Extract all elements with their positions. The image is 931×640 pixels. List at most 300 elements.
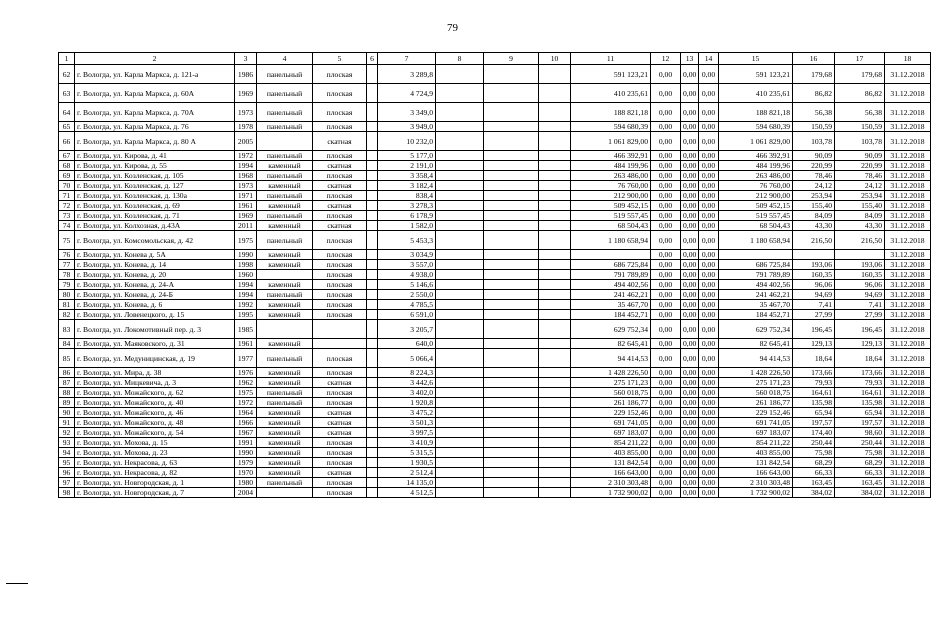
empty-cell bbox=[436, 65, 484, 84]
table-row bbox=[59, 201, 931, 211]
wall-material: панельный bbox=[257, 398, 313, 408]
cost-col-15: 591 123,21 bbox=[719, 65, 793, 84]
deadline-date: 31.12.2018 bbox=[885, 488, 931, 498]
empty-cell bbox=[484, 122, 539, 132]
cost-col-14: 0,00 bbox=[699, 408, 719, 418]
unit-cost: 384,02 bbox=[793, 488, 835, 498]
unit-cost: 103,78 bbox=[793, 132, 835, 151]
empty-cell bbox=[484, 488, 539, 498]
unit-cost-limit: 196,45 bbox=[835, 320, 885, 339]
address: г. Вологда, ул. Некрасова, д. 82 bbox=[75, 468, 235, 478]
total-area: 3 205,7 bbox=[378, 320, 436, 339]
total-cost: 275 171,23 bbox=[571, 378, 651, 388]
empty-cell bbox=[539, 368, 571, 378]
build-year: 2011 bbox=[235, 221, 257, 231]
deadline-date: 31.12.2018 bbox=[885, 290, 931, 300]
column-number: 2 bbox=[75, 53, 235, 65]
table-row bbox=[59, 250, 931, 260]
build-year: 1970 bbox=[235, 468, 257, 478]
deadline-date: 31.12.2018 bbox=[885, 408, 931, 418]
column-number: 5 bbox=[313, 53, 367, 65]
empty-cell bbox=[539, 290, 571, 300]
cost-col-12: 0,00 bbox=[651, 250, 681, 260]
table-row bbox=[59, 161, 931, 171]
column-number: 3 bbox=[235, 53, 257, 65]
empty-cell bbox=[367, 418, 378, 428]
empty-cell bbox=[436, 428, 484, 438]
cost-col-15 bbox=[719, 250, 793, 260]
empty-cell bbox=[539, 488, 571, 498]
page-number: 79 bbox=[447, 22, 458, 34]
total-area: 3 475,2 bbox=[378, 408, 436, 418]
total-cost: 188 821,18 bbox=[571, 103, 651, 122]
empty-cell bbox=[539, 201, 571, 211]
total-area: 3 034,9 bbox=[378, 250, 436, 260]
cost-col-13: 0,00 bbox=[681, 65, 699, 84]
build-year: 1966 bbox=[235, 418, 257, 428]
empty-cell bbox=[367, 438, 378, 448]
roof-type: плоская bbox=[313, 368, 367, 378]
total-area: 1 582,0 bbox=[378, 221, 436, 231]
wall-material bbox=[257, 270, 313, 280]
deadline-date: 31.12.2018 bbox=[885, 84, 931, 103]
cost-col-12: 0,00 bbox=[651, 339, 681, 349]
column-number: 12 bbox=[651, 53, 681, 65]
cost-col-13: 0,00 bbox=[681, 488, 699, 498]
cost-col-13: 0,00 bbox=[681, 398, 699, 408]
cost-col-13: 0,00 bbox=[681, 201, 699, 211]
cost-col-13: 0,00 bbox=[681, 151, 699, 161]
column-number: 14 bbox=[699, 53, 719, 65]
empty-cell bbox=[484, 349, 539, 368]
empty-cell bbox=[484, 408, 539, 418]
empty-cell bbox=[484, 260, 539, 270]
column-number: 10 bbox=[539, 53, 571, 65]
build-year: 1995 bbox=[235, 310, 257, 320]
empty-cell bbox=[436, 270, 484, 280]
empty-cell bbox=[539, 448, 571, 458]
total-cost: 494 402,56 bbox=[571, 280, 651, 290]
deadline-date: 31.12.2018 bbox=[885, 438, 931, 448]
cost-col-12: 0,00 bbox=[651, 132, 681, 151]
total-cost: 403 855,00 bbox=[571, 448, 651, 458]
roof-type: скатная bbox=[313, 378, 367, 388]
empty-cell bbox=[367, 260, 378, 270]
row-number: 88 bbox=[59, 388, 75, 398]
empty-cell bbox=[539, 468, 571, 478]
unit-cost-limit: 86,82 bbox=[835, 84, 885, 103]
total-area: 5 146,6 bbox=[378, 280, 436, 290]
unit-cost: 129,13 bbox=[793, 339, 835, 349]
empty-cell bbox=[367, 378, 378, 388]
empty-cell bbox=[484, 468, 539, 478]
cost-col-15: 791 789,89 bbox=[719, 270, 793, 280]
unit-cost-limit: 18,64 bbox=[835, 349, 885, 368]
total-area: 3 997,5 bbox=[378, 428, 436, 438]
build-year: 1994 bbox=[235, 290, 257, 300]
row-number: 83 bbox=[59, 320, 75, 339]
wall-material: панельный bbox=[257, 191, 313, 201]
empty-cell bbox=[484, 231, 539, 250]
cost-col-13: 0,00 bbox=[681, 260, 699, 270]
total-cost: 263 486,00 bbox=[571, 171, 651, 181]
row-number: 94 bbox=[59, 448, 75, 458]
build-year: 1971 bbox=[235, 191, 257, 201]
total-area: 3 358,4 bbox=[378, 171, 436, 181]
build-year: 1967 bbox=[235, 428, 257, 438]
total-cost: 35 467,70 bbox=[571, 300, 651, 310]
cost-col-15: 275 171,23 bbox=[719, 378, 793, 388]
build-year: 1978 bbox=[235, 122, 257, 132]
cost-col-12: 0,00 bbox=[651, 300, 681, 310]
wall-material: каменный bbox=[257, 310, 313, 320]
cost-col-13: 0,00 bbox=[681, 122, 699, 132]
cost-col-13: 0,00 bbox=[681, 84, 699, 103]
address: г. Вологда, ул. Козленская, д. 69 bbox=[75, 201, 235, 211]
total-cost: 184 452,71 bbox=[571, 310, 651, 320]
empty-cell bbox=[539, 438, 571, 448]
total-cost: 241 462,21 bbox=[571, 290, 651, 300]
cost-col-14: 0,00 bbox=[699, 388, 719, 398]
roof-type: плоская bbox=[313, 290, 367, 300]
cost-col-15: 241 462,21 bbox=[719, 290, 793, 300]
cost-col-15: 82 645,41 bbox=[719, 339, 793, 349]
total-area: 5 066,4 bbox=[378, 349, 436, 368]
total-area: 3 349,0 bbox=[378, 103, 436, 122]
unit-cost-limit: 129,13 bbox=[835, 339, 885, 349]
unit-cost-limit: 7,41 bbox=[835, 300, 885, 310]
empty-cell bbox=[367, 368, 378, 378]
row-number: 97 bbox=[59, 478, 75, 488]
column-number: 11 bbox=[571, 53, 651, 65]
row-number: 66 bbox=[59, 132, 75, 151]
cost-col-15: 184 452,71 bbox=[719, 310, 793, 320]
deadline-date: 31.12.2018 bbox=[885, 151, 931, 161]
column-number: 15 bbox=[719, 53, 793, 65]
total-area: 5 315,5 bbox=[378, 448, 436, 458]
table-row bbox=[59, 488, 931, 498]
unit-cost-limit: 79,93 bbox=[835, 378, 885, 388]
cost-col-13: 0,00 bbox=[681, 320, 699, 339]
empty-cell bbox=[436, 221, 484, 231]
empty-cell bbox=[539, 339, 571, 349]
empty-cell bbox=[539, 270, 571, 280]
unit-cost: 86,82 bbox=[793, 84, 835, 103]
deadline-date: 31.12.2018 bbox=[885, 418, 931, 428]
cost-col-13: 0,00 bbox=[681, 458, 699, 468]
unit-cost-limit: 253,94 bbox=[835, 191, 885, 201]
column-number: 17 bbox=[835, 53, 885, 65]
empty-cell bbox=[484, 211, 539, 221]
cost-col-12: 0,00 bbox=[651, 181, 681, 191]
build-year: 1986 bbox=[235, 65, 257, 84]
cost-col-12: 0,00 bbox=[651, 270, 681, 280]
build-year: 1994 bbox=[235, 280, 257, 290]
total-cost: 686 725,84 bbox=[571, 260, 651, 270]
address: г. Вологда, ул. Мицкевича, д. 3 bbox=[75, 378, 235, 388]
empty-cell bbox=[539, 161, 571, 171]
empty-cell bbox=[436, 84, 484, 103]
row-number: 67 bbox=[59, 151, 75, 161]
roof-type: скатная bbox=[313, 468, 367, 478]
row-number: 77 bbox=[59, 260, 75, 270]
unit-cost-limit: 164,61 bbox=[835, 388, 885, 398]
cost-col-13: 0,00 bbox=[681, 448, 699, 458]
build-year: 1979 bbox=[235, 458, 257, 468]
empty-cell bbox=[367, 478, 378, 488]
address: г. Вологда, ул. Конева, д. 24-Б bbox=[75, 290, 235, 300]
deadline-date: 31.12.2018 bbox=[885, 201, 931, 211]
cost-col-15: 509 452,15 bbox=[719, 201, 793, 211]
table-row bbox=[59, 428, 931, 438]
cost-col-12: 0,00 bbox=[651, 201, 681, 211]
cost-col-12: 0,00 bbox=[651, 84, 681, 103]
cost-col-12: 0,00 bbox=[651, 478, 681, 488]
roof-type: скатная bbox=[313, 418, 367, 428]
row-number: 68 bbox=[59, 161, 75, 171]
build-year: 1976 bbox=[235, 368, 257, 378]
total-area: 10 232,0 bbox=[378, 132, 436, 151]
cost-col-15: 2 310 303,48 bbox=[719, 478, 793, 488]
roof-type: плоская bbox=[313, 211, 367, 221]
deadline-date: 31.12.2018 bbox=[885, 231, 931, 250]
wall-material: каменный bbox=[257, 368, 313, 378]
unit-cost: 197,57 bbox=[793, 418, 835, 428]
unit-cost: 250,44 bbox=[793, 438, 835, 448]
build-year: 1980 bbox=[235, 478, 257, 488]
deadline-date: 31.12.2018 bbox=[885, 280, 931, 290]
cost-col-12: 0,00 bbox=[651, 408, 681, 418]
cost-col-13: 0,00 bbox=[681, 171, 699, 181]
table-row bbox=[59, 408, 931, 418]
total-cost: 229 152,46 bbox=[571, 408, 651, 418]
unit-cost bbox=[793, 250, 835, 260]
total-area: 1 920,8 bbox=[378, 398, 436, 408]
total-cost: 854 211,22 bbox=[571, 438, 651, 448]
unit-cost-limit: 103,78 bbox=[835, 132, 885, 151]
roof-type: скатная bbox=[313, 221, 367, 231]
total-cost: 94 414,53 bbox=[571, 349, 651, 368]
empty-cell bbox=[367, 398, 378, 408]
empty-cell bbox=[484, 201, 539, 211]
table-row bbox=[59, 310, 931, 320]
cost-col-14: 0,00 bbox=[699, 468, 719, 478]
empty-cell bbox=[436, 250, 484, 260]
column-number: 18 bbox=[885, 53, 931, 65]
row-number: 89 bbox=[59, 398, 75, 408]
empty-cell bbox=[484, 398, 539, 408]
cost-col-15: 403 855,00 bbox=[719, 448, 793, 458]
build-year: 1964 bbox=[235, 408, 257, 418]
cost-col-13: 0,00 bbox=[681, 378, 699, 388]
cost-col-15: 854 211,22 bbox=[719, 438, 793, 448]
cost-col-14: 0,00 bbox=[699, 310, 719, 320]
build-year: 1975 bbox=[235, 231, 257, 250]
roof-type: плоская bbox=[313, 280, 367, 290]
roof-type: плоская bbox=[313, 260, 367, 270]
wall-material: каменный bbox=[257, 438, 313, 448]
wall-material: каменный bbox=[257, 201, 313, 211]
build-year: 2004 bbox=[235, 488, 257, 498]
empty-cell bbox=[436, 418, 484, 428]
cost-col-14: 0,00 bbox=[699, 418, 719, 428]
cost-col-15: 94 414,53 bbox=[719, 349, 793, 368]
unit-cost: 18,64 bbox=[793, 349, 835, 368]
cost-col-12: 0,00 bbox=[651, 151, 681, 161]
table-row bbox=[59, 398, 931, 408]
total-area: 640,0 bbox=[378, 339, 436, 349]
build-year: 1962 bbox=[235, 378, 257, 388]
cost-col-15: 697 183,07 bbox=[719, 428, 793, 438]
deadline-date: 31.12.2018 bbox=[885, 250, 931, 260]
unit-cost: 78,46 bbox=[793, 171, 835, 181]
table-row bbox=[59, 270, 931, 280]
cost-col-14: 0,00 bbox=[699, 122, 719, 132]
wall-material: каменный bbox=[257, 458, 313, 468]
row-number: 84 bbox=[59, 339, 75, 349]
cost-col-14: 0,00 bbox=[699, 300, 719, 310]
empty-cell bbox=[436, 171, 484, 181]
row-number: 78 bbox=[59, 270, 75, 280]
build-year: 1969 bbox=[235, 211, 257, 221]
cost-col-15: 68 504,43 bbox=[719, 221, 793, 231]
roof-type: плоская bbox=[313, 171, 367, 181]
deadline-date: 31.12.2018 bbox=[885, 191, 931, 201]
cost-col-15: 1 428 226,50 bbox=[719, 368, 793, 378]
total-area: 4 512,5 bbox=[378, 488, 436, 498]
empty-cell bbox=[436, 310, 484, 320]
build-year: 1994 bbox=[235, 161, 257, 171]
roof-type: плоская bbox=[313, 84, 367, 103]
empty-cell bbox=[436, 201, 484, 211]
cost-col-12: 0,00 bbox=[651, 280, 681, 290]
empty-cell bbox=[539, 478, 571, 488]
cost-col-13: 0,00 bbox=[681, 339, 699, 349]
table-row bbox=[59, 151, 931, 161]
cost-col-14: 0,00 bbox=[699, 65, 719, 84]
unit-cost-limit: 155,40 bbox=[835, 201, 885, 211]
empty-cell bbox=[539, 250, 571, 260]
address: г. Вологда, ул. Маяковского, д. 31 bbox=[75, 339, 235, 349]
unit-cost-limit: 65,94 bbox=[835, 408, 885, 418]
table-row bbox=[59, 84, 931, 103]
cost-col-12: 0,00 bbox=[651, 211, 681, 221]
cost-col-15: 1 061 829,00 bbox=[719, 132, 793, 151]
empty-cell bbox=[484, 300, 539, 310]
empty-cell bbox=[367, 132, 378, 151]
cost-col-14: 0,00 bbox=[699, 368, 719, 378]
empty-cell bbox=[484, 221, 539, 231]
row-number: 95 bbox=[59, 458, 75, 468]
build-year: 1973 bbox=[235, 103, 257, 122]
empty-cell bbox=[436, 161, 484, 171]
cost-col-14: 0,00 bbox=[699, 84, 719, 103]
empty-cell bbox=[436, 438, 484, 448]
column-number-row bbox=[59, 53, 931, 65]
column-number: 8 bbox=[436, 53, 484, 65]
cost-col-13: 0,00 bbox=[681, 161, 699, 171]
table-row bbox=[59, 448, 931, 458]
cost-col-12: 0,00 bbox=[651, 320, 681, 339]
roof-type: плоская bbox=[313, 191, 367, 201]
address: г. Вологда, ул. Можайского, д. 40 bbox=[75, 398, 235, 408]
deadline-date: 31.12.2018 bbox=[885, 161, 931, 171]
cost-col-12: 0,00 bbox=[651, 448, 681, 458]
empty-cell bbox=[539, 191, 571, 201]
table-row bbox=[59, 191, 931, 201]
unit-cost: 196,45 bbox=[793, 320, 835, 339]
deadline-date: 31.12.2018 bbox=[885, 428, 931, 438]
build-year: 1961 bbox=[235, 339, 257, 349]
total-cost: 791 789,89 bbox=[571, 270, 651, 280]
row-number: 92 bbox=[59, 428, 75, 438]
empty-cell bbox=[367, 408, 378, 418]
address: г. Вологда, ул. Конева, д. 14 bbox=[75, 260, 235, 270]
empty-cell bbox=[367, 122, 378, 132]
column-number: 1 bbox=[59, 53, 75, 65]
address: г. Вологда, ул. Кирова, д. 41 bbox=[75, 151, 235, 161]
total-cost: 1 732 900,02 bbox=[571, 488, 651, 498]
cost-col-13: 0,00 bbox=[681, 300, 699, 310]
row-number: 62 bbox=[59, 65, 75, 84]
deadline-date: 31.12.2018 bbox=[885, 378, 931, 388]
empty-cell bbox=[484, 378, 539, 388]
cost-col-13: 0,00 bbox=[681, 478, 699, 488]
address: г. Вологда, ул. Некрасова, д. 63 bbox=[75, 458, 235, 468]
row-number: 98 bbox=[59, 488, 75, 498]
cost-col-12: 0,00 bbox=[651, 378, 681, 388]
total-area: 1 930,5 bbox=[378, 458, 436, 468]
cost-col-14: 0,00 bbox=[699, 260, 719, 270]
unit-cost: 27,99 bbox=[793, 310, 835, 320]
deadline-date: 31.12.2018 bbox=[885, 300, 931, 310]
empty-cell bbox=[436, 368, 484, 378]
cost-col-15: 261 186,77 bbox=[719, 398, 793, 408]
cost-col-13: 0,00 bbox=[681, 438, 699, 448]
wall-material: панельный bbox=[257, 290, 313, 300]
roof-type bbox=[313, 320, 367, 339]
address: г. Вологда, ул. Колхозная, д.43А bbox=[75, 221, 235, 231]
build-year: 1968 bbox=[235, 171, 257, 181]
cost-col-14: 0,00 bbox=[699, 132, 719, 151]
cost-col-15: 519 557,45 bbox=[719, 211, 793, 221]
cost-col-15: 188 821,18 bbox=[719, 103, 793, 122]
cost-col-12: 0,00 bbox=[651, 161, 681, 171]
row-number: 71 bbox=[59, 191, 75, 201]
cost-col-15: 466 392,91 bbox=[719, 151, 793, 161]
cost-col-12: 0,00 bbox=[651, 191, 681, 201]
empty-cell bbox=[484, 320, 539, 339]
empty-cell bbox=[484, 171, 539, 181]
cost-col-15: 131 842,54 bbox=[719, 458, 793, 468]
cost-col-13: 0,00 bbox=[681, 349, 699, 368]
cost-col-13: 0,00 bbox=[681, 191, 699, 201]
empty-cell bbox=[539, 181, 571, 191]
row-number: 69 bbox=[59, 171, 75, 181]
address: г. Вологда, ул. Новгородская, д. 7 bbox=[75, 488, 235, 498]
address: г. Вологда, ул. Можайского, д. 54 bbox=[75, 428, 235, 438]
cost-col-13: 0,00 bbox=[681, 428, 699, 438]
table-row bbox=[59, 339, 931, 349]
empty-cell bbox=[367, 231, 378, 250]
cost-col-12: 0,00 bbox=[651, 65, 681, 84]
total-area: 5 453,3 bbox=[378, 231, 436, 250]
roof-type: плоская bbox=[313, 398, 367, 408]
empty-cell bbox=[367, 468, 378, 478]
unit-cost: 90,09 bbox=[793, 151, 835, 161]
unit-cost: 163,45 bbox=[793, 478, 835, 488]
unit-cost-limit: 98,60 bbox=[835, 428, 885, 438]
